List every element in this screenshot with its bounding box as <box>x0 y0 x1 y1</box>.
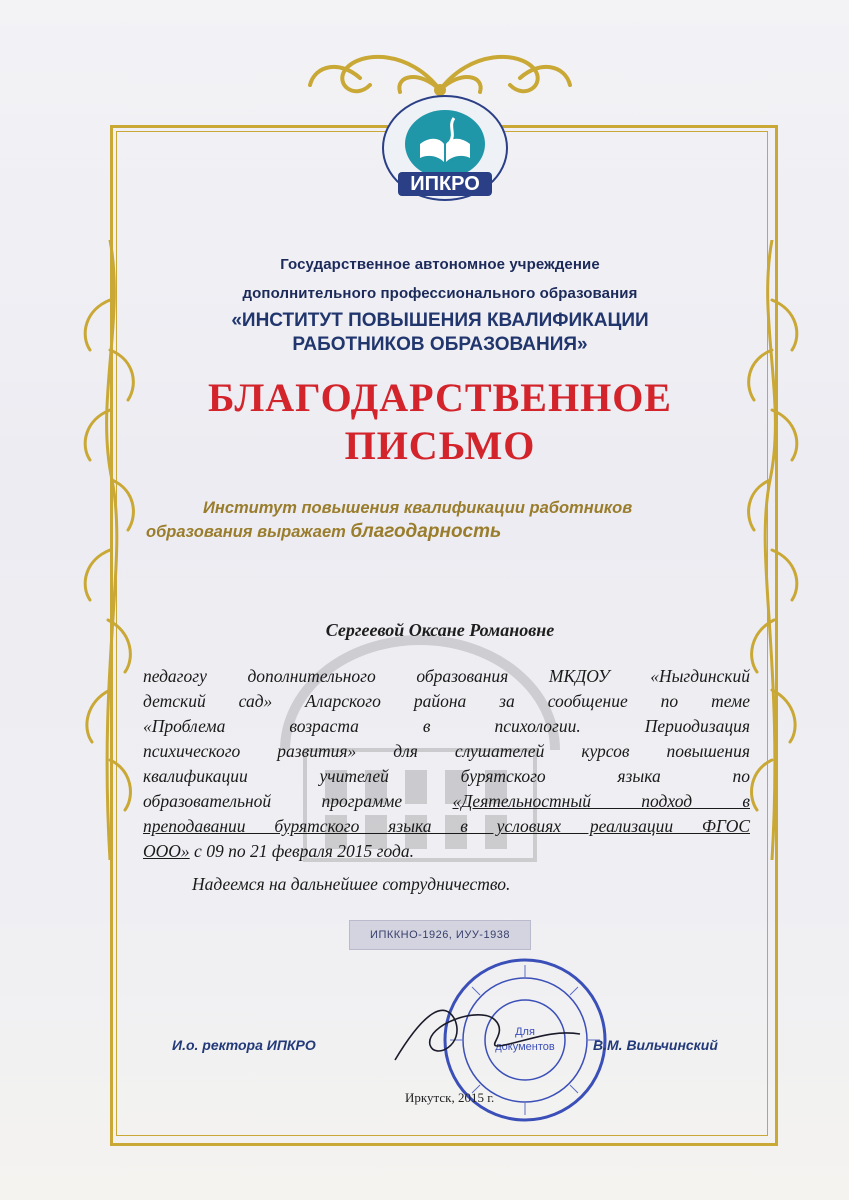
body-line-2: детский сад» Аларского района за сообщение по теме <box>143 691 750 711</box>
signer-name: В.М. Вильчинский <box>593 1037 718 1053</box>
stamp-text-1: Для <box>515 1026 535 1038</box>
program-name-end: ООО» <box>143 841 190 861</box>
institute-line-2: РАБОТНИКОВ ОБРАЗОВАНИЯ» <box>292 334 588 355</box>
right-wheat-ornament <box>742 240 802 860</box>
signer-title: И.о. ректора ИПКРО <box>172 1037 316 1053</box>
program-name-start: «Деятельностный подход в <box>452 791 750 811</box>
founding-years-badge: ИПККНО-1926, ИУУ-1938 <box>349 920 531 950</box>
body-line-3: «Проблема возраста в психологии. Периодизация <box>143 716 750 736</box>
body-line-6-text: образовательной программе <box>143 791 453 811</box>
city-year: Иркутск, 2015 г. <box>405 1090 495 1105</box>
recipient-name: Сергеевой Оксане Романовне <box>325 620 555 640</box>
handwritten-signature <box>385 990 585 1070</box>
document-title-line-2: ПИСЬМО <box>344 423 536 468</box>
stamp-text-2: документов <box>495 1041 555 1053</box>
body-line-6 <box>143 789 750 814</box>
gratitude-line-1: Институт повышения квалификации работников <box>203 499 633 517</box>
body-line-8 <box>143 839 750 864</box>
body-line-5: квалификации учителей бурятского языка по <box>143 766 750 786</box>
gratitude-text: образования выражает <box>146 523 351 541</box>
logo-text: ИПКРО <box>410 173 480 195</box>
org-line-2: дополнительного профессионального образования <box>242 285 638 302</box>
body-line-7: преподавании бурятского языка в условиях реализации ФГОС <box>143 816 750 836</box>
body-line-4: психического развития» для слушателей курсов повышения <box>143 741 750 761</box>
gratitude-emphasis: благодарность <box>350 521 502 542</box>
course-dates: с 09 по 21 февраля 2015 года. <box>189 841 414 861</box>
closing-line: Надеемся на дальнейшее сотрудничество. <box>192 874 511 894</box>
left-wheat-ornament <box>80 240 140 860</box>
document-title-line-1: БЛАГОДАРСТВЕННОЕ <box>208 375 672 420</box>
org-line-1: Государственное автономное учреждение <box>280 256 600 273</box>
gratitude-line-2 <box>146 520 686 544</box>
ipkro-logo <box>378 92 512 210</box>
institute-line-1: «ИНСТИТУТ ПОВЫШЕНИЯ КВАЛИФИКАЦИИ <box>231 310 649 331</box>
body-line-1: педагогу дополнительного образования МКДОУ «Ныгдинский <box>143 666 750 686</box>
